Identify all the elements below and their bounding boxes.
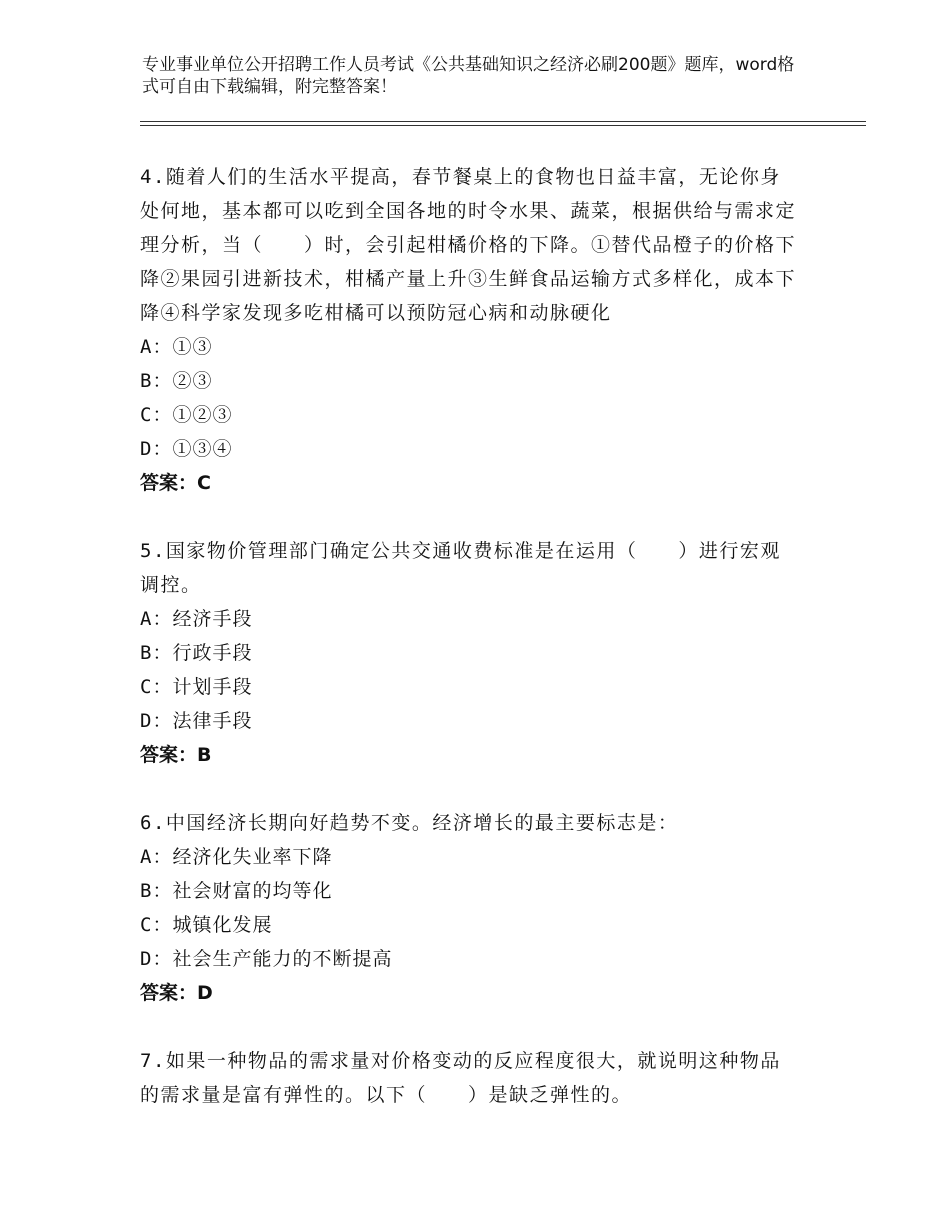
option-a: A：经济化失业率下降 — [140, 846, 333, 868]
question-stem: 6.中国经济长期向好趋势不变。经济增长的最主要标志是： — [140, 812, 679, 834]
option-c: C：计划手段 — [140, 676, 253, 698]
option-b: B：②③ — [140, 370, 213, 392]
answer: 答案：B — [140, 744, 212, 766]
question-4 — [140, 160, 800, 500]
option-a: A：经济手段 — [140, 608, 253, 630]
document-header: 专业事业单位公开招聘工作人员考试《公共基础知识之经济必刷200题》题库，word格式可自由下载编辑，附完整答案！ — [142, 55, 795, 97]
option-d: D：法律手段 — [140, 710, 253, 732]
option-a: A：①③ — [140, 336, 213, 358]
option-b: B：行政手段 — [140, 642, 253, 664]
answer: 答案：D — [140, 982, 213, 1004]
question-stem: 5.国家物价管理部门确定公共交通收费标准是在运用（ ）进行宏观调控。 — [140, 540, 781, 596]
answer: 答案：C — [140, 472, 211, 494]
question-stem: 7.如果一种物品的需求量对价格变动的反应程度很大，就说明这种物品的需求量是富有弹性的。以下（ ）是缺乏弹性的。 — [140, 1050, 781, 1106]
question-6 — [140, 806, 800, 1010]
question-list — [140, 160, 800, 1146]
option-d: D：①③④ — [140, 438, 233, 460]
question-7 — [140, 1044, 800, 1112]
option-d: D：社会生产能力的不断提高 — [140, 948, 393, 970]
option-c: C：①②③ — [140, 404, 233, 426]
header-divider-secondary — [140, 125, 866, 126]
header-divider — [140, 121, 866, 122]
option-b: B：社会财富的均等化 — [140, 880, 333, 902]
question-5 — [140, 534, 800, 772]
option-c: C：城镇化发展 — [140, 914, 273, 936]
question-stem: 4.随着人们的生活水平提高，春节餐桌上的食物也日益丰富，无论你身处何地，基本都可以吃到全国各地的时令水果、蔬菜，根据供给与需求定理分析，当（ ）时，会引起柑橘价格的下降。①替代品橙子的价格下降②果园引进新技术，柑橘产量上升③生鲜食品运输方式多样化，成本下降④科学家发现多吃柑橘可以预防冠心病和动脉硬化 — [140, 166, 797, 324]
